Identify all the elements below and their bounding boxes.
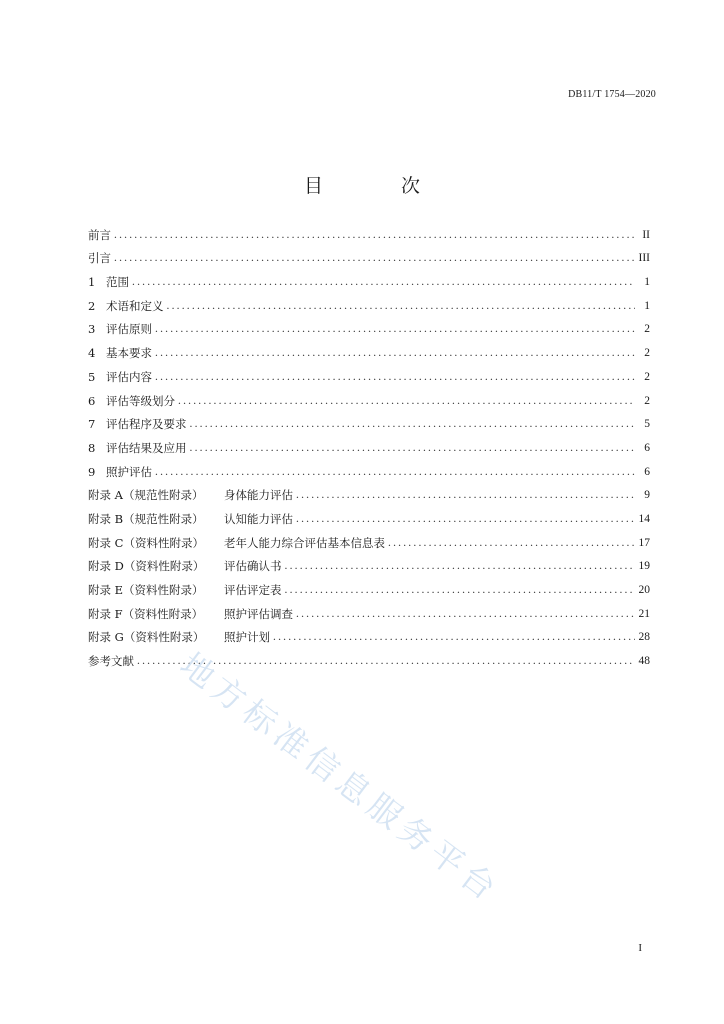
toc-entry-number: 4 xyxy=(88,346,96,361)
toc-entry-leader-dots xyxy=(388,536,635,550)
toc-entry-leader-dots xyxy=(285,559,636,573)
toc-entry-page: 1 xyxy=(644,276,650,289)
toc-entry[interactable] xyxy=(88,455,650,479)
toc-entry-leader-dots xyxy=(114,228,635,242)
toc-entry[interactable] xyxy=(88,336,650,360)
toc-entry-page: 6 xyxy=(644,441,650,454)
toc-entry-leader-dots xyxy=(137,654,635,668)
toc-entry[interactable] xyxy=(88,597,650,621)
toc-entry-leader-dots xyxy=(296,488,635,502)
toc-entry-label: 评估程序及要求 xyxy=(106,417,187,432)
toc-entry[interactable] xyxy=(88,360,650,384)
toc-entry-annex: 附录 D（资料性附录） xyxy=(88,559,205,574)
toc-entry-number: 9 xyxy=(88,464,96,479)
toc-entry-label: 术语和定义 xyxy=(106,298,164,313)
toc-entry-leader-dots xyxy=(190,441,636,455)
toc-entry-page: 21 xyxy=(638,607,650,620)
toc-entry-leader-dots xyxy=(132,275,635,289)
toc-entry-page: 48 xyxy=(638,655,650,668)
toc-entry-label: 评估内容 xyxy=(106,369,152,384)
toc-entry[interactable] xyxy=(88,644,650,668)
toc-entry-leader-dots xyxy=(167,299,636,313)
toc-entry-page: 9 xyxy=(644,489,650,502)
toc-entry-page: 14 xyxy=(638,512,650,525)
toc-entry-leader-dots xyxy=(190,417,636,431)
toc-entry-leader-dots xyxy=(273,630,635,644)
toc-entry-label: 认知能力评估 xyxy=(224,511,293,526)
toc-entry[interactable] xyxy=(88,431,650,455)
toc-entry-number: 7 xyxy=(88,417,96,432)
toc-entry-leader-dots xyxy=(155,370,635,384)
toc-entry-leader-dots xyxy=(155,322,635,336)
toc-entry[interactable] xyxy=(88,479,650,503)
toc-entry-annex: 附录 E（资料性附录） xyxy=(88,583,204,597)
page-number: I xyxy=(638,942,642,954)
toc-entry[interactable] xyxy=(88,289,650,313)
toc-entry-label: 老年人能力综合评估基本信息表 xyxy=(224,535,385,550)
toc-entry-leader-dots xyxy=(296,512,635,526)
toc-entry-page: 2 xyxy=(644,370,650,383)
toc-entry-label: 评估评定表 xyxy=(224,583,282,597)
toc-entry-label: 参考文献 xyxy=(88,654,134,669)
toc-entry[interactable] xyxy=(88,550,650,574)
toc-entry-label: 评估确认书 xyxy=(224,559,282,574)
toc-entry-annex: 附录 A（规范性附录） xyxy=(88,488,204,503)
toc-entry[interactable] xyxy=(88,408,650,432)
toc-entry-number: 8 xyxy=(88,440,96,455)
toc-entry-page: 1 xyxy=(644,299,650,312)
toc-entry-leader-dots xyxy=(296,607,635,621)
toc-entry-label: 引言 xyxy=(88,251,111,266)
toc-entry-number: 1 xyxy=(88,275,96,290)
toc-entry-label: 照护评估调查 xyxy=(224,606,293,621)
toc-entry-leader-dots xyxy=(114,251,635,265)
toc-entry-annex: 附录 G（资料性附录） xyxy=(88,630,205,645)
toc-entry-page: 28 xyxy=(638,631,650,644)
toc-entry-leader-dots xyxy=(155,346,635,360)
table-of-contents xyxy=(88,218,650,668)
toc-entry-leader-dots xyxy=(178,394,635,408)
toc-entry[interactable] xyxy=(88,573,650,597)
toc-entry-page: 17 xyxy=(638,536,650,549)
toc-entry-page: III xyxy=(638,252,650,265)
toc-entry-page: 2 xyxy=(644,347,650,360)
toc-entry-label: 照护评估 xyxy=(106,464,152,479)
toc-entry-annex: 附录 F（资料性附录） xyxy=(88,606,204,621)
toc-entry-label: 照护计划 xyxy=(224,630,270,645)
toc-entry[interactable] xyxy=(88,218,650,242)
toc-entry[interactable] xyxy=(88,265,650,289)
toc-entry-annex: 附录 C（资料性附录） xyxy=(88,535,204,550)
toc-entry-label: 前言 xyxy=(88,227,111,242)
toc-entry[interactable] xyxy=(88,384,650,408)
watermark: 地方标准信息服务平台 xyxy=(172,644,508,911)
toc-entry-label: 范围 xyxy=(106,275,129,290)
toc-entry-page: 6 xyxy=(644,465,650,478)
toc-entry-label: 身体能力评估 xyxy=(224,488,293,503)
toc-entry-page: 20 xyxy=(638,584,650,596)
toc-entry[interactable] xyxy=(88,313,650,337)
toc-entry[interactable] xyxy=(88,526,650,550)
toc-entry-annex: 附录 B（规范性附录） xyxy=(88,511,204,526)
toc-entry-page: 2 xyxy=(644,394,650,407)
toc-entry-label: 评估等级划分 xyxy=(106,393,175,408)
toc-entry-leader-dots xyxy=(155,465,635,479)
toc-entry-number: 3 xyxy=(88,322,96,337)
toc-entry[interactable] xyxy=(88,621,650,645)
toc-entry-page: 5 xyxy=(644,418,650,431)
toc-entry-label: 评估原则 xyxy=(106,322,152,337)
toc-entry-number: 2 xyxy=(88,298,96,313)
toc-entry-page: 2 xyxy=(644,323,650,336)
toc-entry-number: 5 xyxy=(88,369,96,384)
toc-entry-leader-dots xyxy=(285,583,636,597)
toc-entry[interactable] xyxy=(88,242,650,266)
page-title: 目 次 xyxy=(303,174,457,197)
toc-entry-number: 6 xyxy=(88,393,96,408)
toc-entry-label: 评估结果及应用 xyxy=(106,440,187,455)
toc-entry-label: 基本要求 xyxy=(106,346,152,361)
document-code: DB11/T 1754—2020 xyxy=(568,89,656,100)
toc-entry[interactable] xyxy=(88,502,650,526)
toc-entry-page: II xyxy=(642,228,650,241)
toc-entry-page: 19 xyxy=(638,560,650,573)
